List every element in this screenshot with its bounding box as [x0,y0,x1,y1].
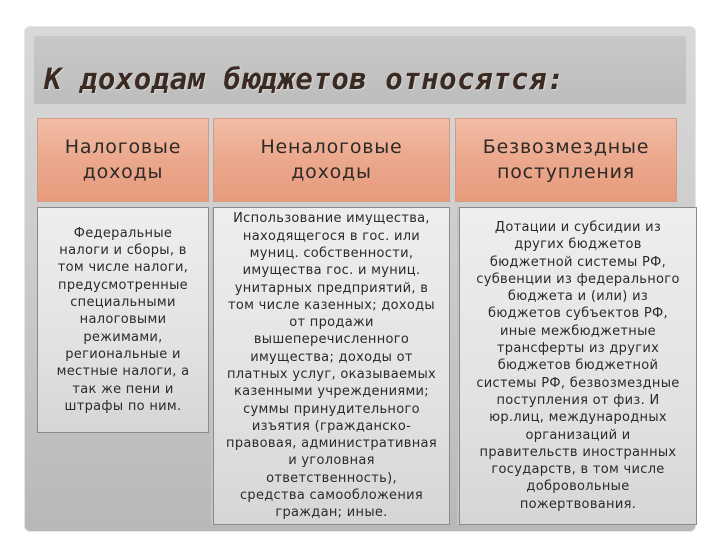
header-gratuitous-receipts [455,118,677,202]
slide-title: К доходам бюджетов относятся: [44,62,565,96]
body-tax-revenue [37,207,209,433]
header-non-tax-revenue-label: Неналоговые доходы [260,136,403,183]
body-non-tax-revenue [213,207,450,525]
header-tax-revenue-label: Налоговые доходы [64,136,182,183]
header-gratuitous-receipts-label: Безвозмездные поступления [482,136,650,183]
body-non-tax-revenue-text: Использование имущества, находящегося в гос. или муниц. собственности, имущества гос. и муниц. унитарных предприятий, в том числе казенных; доходы от продажи вышеперечисленного имущества; доходы от платных услуг, оказываемых казенными учреждениями; суммы принудительного изъятия (гражданско- правовая, административная и уголовная ответственность), средства самообложения граждан; иные. [226,211,437,521]
body-gratuitous-receipts [459,207,697,525]
body-gratuitous-receipts-text: Дотации и субсидии из других бюджетов бюджетной системы РФ, субвенции из федерального бюджета и (или) из бюджетов субъектов РФ, иные межбюджетные трансферты из других бюджетов бюджетной системы РФ, безвозмездные поступления от физ. И юр.лиц, международных организаций и правительств иностранных государств, в том числе добровольные пожертвования. [476,219,680,512]
header-non-tax-revenue [213,118,450,202]
header-tax-revenue [37,118,209,202]
body-tax-revenue-text: Федеральные налоги и сборы, в том числе налоги, предусмотренные специальными налоговыми режимами, региональные и местные налоги, а так же пени и штрафы по ним. [56,225,190,414]
